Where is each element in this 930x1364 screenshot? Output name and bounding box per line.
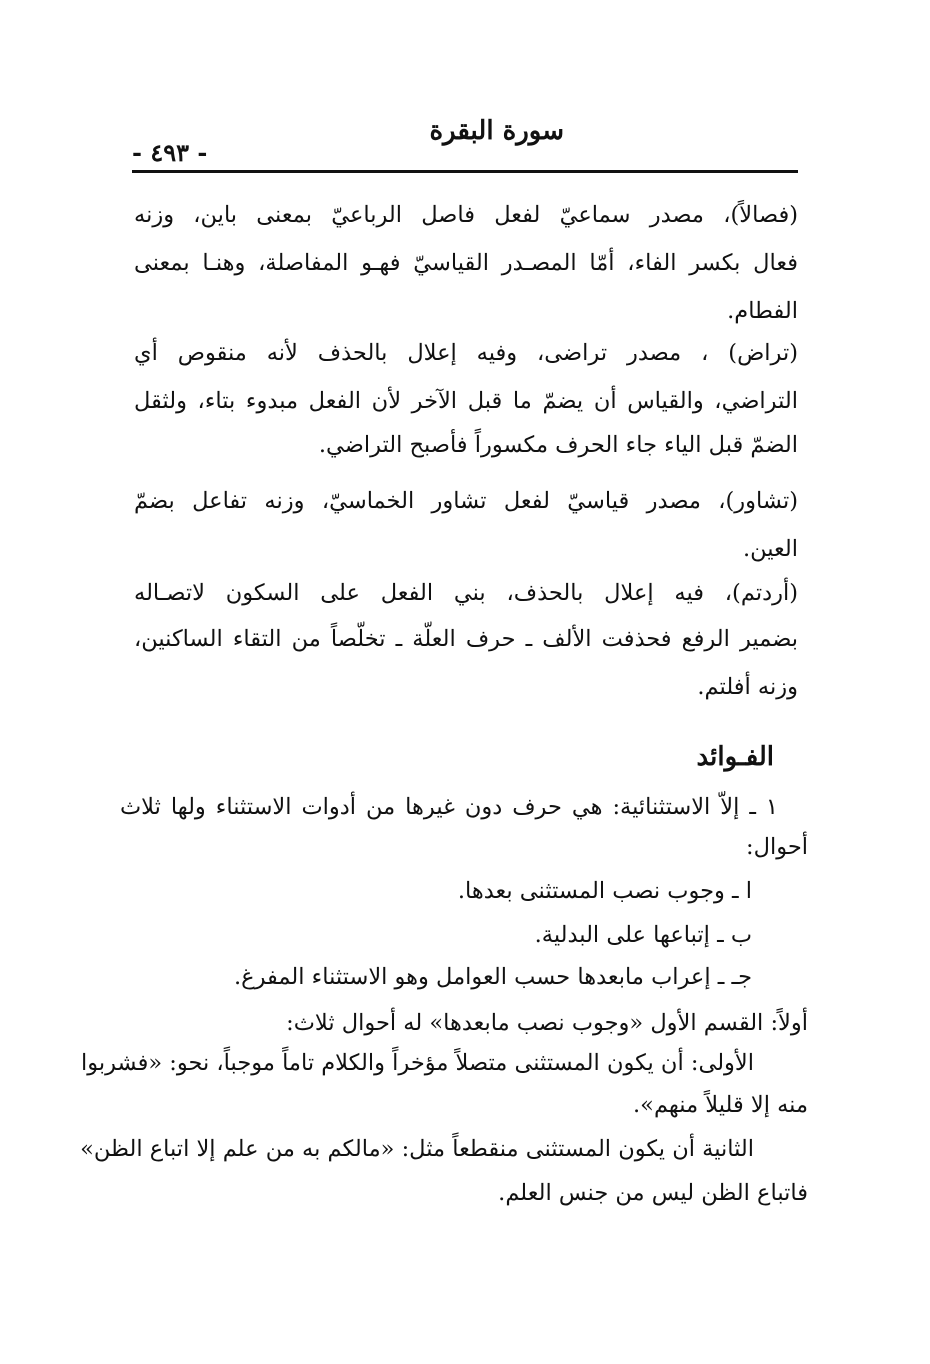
first-case-line-1: الأولى: أن يكون المستثنى متصلاً مؤخراً والكلام تاماً موجباً، نحو: «فشربوا — [80, 1050, 754, 1076]
first-case-line-2: منه إلا قليلاً منهم». — [633, 1092, 808, 1118]
header-divider — [132, 170, 798, 173]
paragraph-taradin-line-2: التراضي، والقياس أن يضمّ ما قبل الآخر لأن الفعل مبدوء بتاء، ولثقل — [134, 388, 798, 414]
paragraph-aradtum-line-1: (أردتم)، فيه إعلال بالحذف، بني الفعل على السكون لاتصـاله — [134, 580, 798, 606]
paragraph-taradin-line-3: الضمّ قبل الياء جاء الحرف مكسوراً فأصبح التراضي. — [318, 432, 798, 458]
fawaid-heading: الفـوائد — [696, 742, 774, 772]
page-header — [132, 112, 798, 174]
second-case-line-1: الثانية أن يكون المستثنى منقطعاً مثل: «مالكم به من علم إلا اتباع الظن» — [80, 1136, 754, 1162]
paragraph-fisal-line-1: (فصالاً)، مصدر سماعيّ لفعل فاصل الرباعيّ بمعنى باين، وزنه — [134, 202, 798, 228]
paragraph-fisal-line-2: فعال بكسر الفاء، أمّا المصـدر القياسيّ فهـو المفاصلة، وهنـا بمعنى — [134, 250, 798, 276]
paragraph-fisal-line-3: الفطام. — [727, 298, 798, 324]
paragraph-taradin-line-1: (تراض) ، مصدر تراضى، وفيه إعلال بالحذف لأنه منقوص أي — [134, 340, 798, 366]
paragraph-aradtum-line-3: وزنه أفلتم. — [697, 674, 798, 700]
paragraph-aradtum-line-2: بضمير الرفع فحذفت الألف ـ حرف العلّة ـ تخلّصاً من التقاء الساكنين، — [134, 626, 798, 652]
paragraph-tashawur-line-2: العين. — [742, 536, 798, 562]
fawaid-item-1-line-1: ١ ـ إلاّ الاستثنائية: هي حرف دون غيرها من أدوات الاستثناء ولها ثلاث — [120, 794, 778, 820]
page-number: - ٤٩٣ - — [132, 138, 208, 167]
second-case-line-2: فاتباع الظن ليس من جنس العلم. — [498, 1180, 808, 1206]
first-section-heading: أولاً: القسم الأول «وجوب نصب مابعدها» له أحوال ثلاث: — [286, 1010, 808, 1036]
fawaid-item-1-line-2: أحوال: — [746, 834, 808, 860]
paragraph-tashawur-line-1: (تشاور)، مصدر قياسيّ لفعل تشاور الخماسيّ، وزنه تفاعل بضمّ — [134, 488, 798, 514]
case-c: جـ ـ إعراب مابعدها حسب العوامل وهو الاستثناء المفرغ. — [234, 964, 752, 990]
surah-title: سورة البقرة — [429, 116, 564, 146]
case-b: ب ـ إتباعها على البدلية. — [534, 922, 752, 948]
case-a: ا ـ وجوب نصب المستثنى بعدها. — [457, 878, 752, 904]
